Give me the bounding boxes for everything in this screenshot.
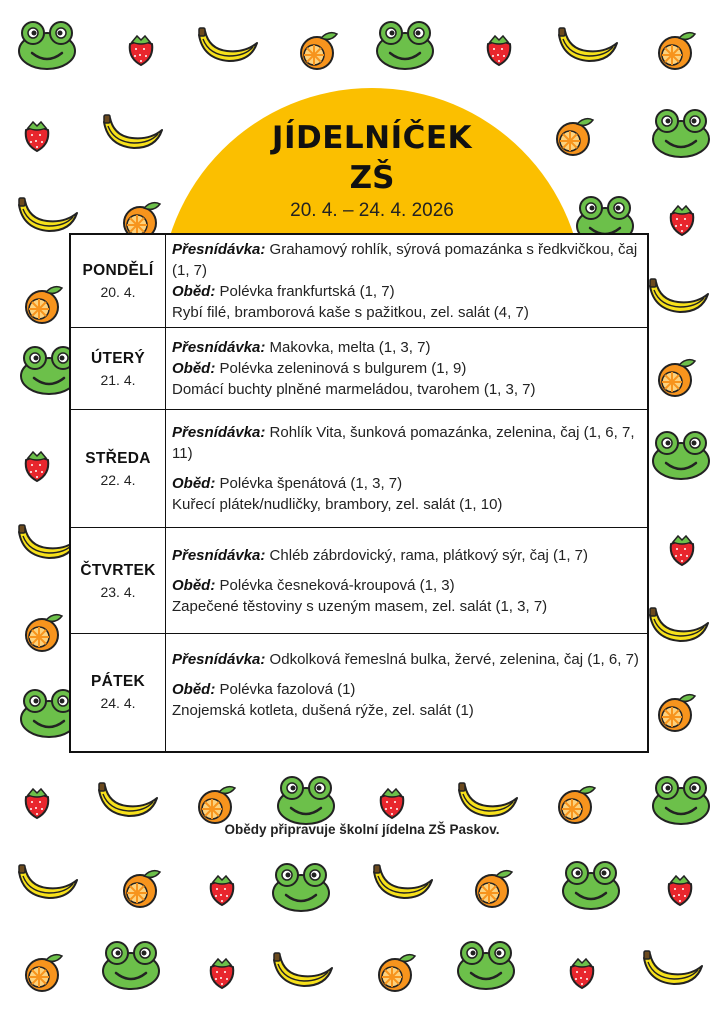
soup-text: Polévka zeleninová s bulgurem (1, 9)	[215, 360, 467, 377]
main-course: Znojemská kotleta, dušená rýže, zel. salát (1)	[172, 702, 474, 720]
meals-cell	[166, 410, 649, 528]
banana-icon	[270, 950, 336, 992]
frog-icon	[100, 940, 162, 990]
lunch-label: Oběd:	[172, 475, 216, 492]
strawberry-icon	[565, 955, 599, 991]
banana-icon	[646, 276, 712, 318]
lunch-label: Oběd:	[172, 576, 216, 594]
snack-line	[172, 337, 641, 358]
table-row	[70, 634, 648, 752]
menu-table	[69, 233, 649, 753]
banana-icon	[15, 862, 81, 904]
day-cell	[70, 410, 166, 528]
strawberry-icon	[20, 118, 54, 154]
banana-icon	[555, 25, 621, 67]
day-date: 24. 4.	[100, 695, 136, 712]
frog-icon	[650, 775, 712, 825]
strawberry-icon	[20, 785, 54, 821]
footer-note: Obědy připravuje školní jídelna ZŠ Paskov.	[224, 822, 500, 837]
frog-icon	[455, 940, 517, 990]
meals-cell	[166, 328, 649, 410]
strawberry-icon	[663, 872, 697, 908]
main-course: Domácí buchty plněné marmeládou, tvarohem (1, 3, 7)	[172, 381, 536, 398]
snack-text: Rohlík Vita, šunková pomazánka, zelenina, čaj (1, 6, 7, 11)	[172, 424, 635, 462]
orange-icon	[22, 610, 66, 654]
page-title: JÍDELNÍČEK	[271, 120, 473, 156]
day-cell	[70, 328, 166, 410]
soup-line	[172, 575, 641, 596]
orange-icon	[655, 690, 699, 734]
frog-icon	[650, 108, 712, 158]
day-name: PÁTEK	[90, 673, 146, 691]
main-course: Zapečené těstoviny s uzeným masem, zel. salát (1, 3, 7)	[172, 597, 548, 615]
banana-icon	[646, 605, 712, 647]
banana-icon	[455, 780, 521, 822]
spacer	[172, 721, 641, 735]
strawberry-icon	[205, 955, 239, 991]
page-subtitle: ZŠ	[349, 160, 395, 196]
date-range: 20. 4. – 24. 4. 2026	[290, 200, 454, 221]
meals-cell	[166, 528, 649, 634]
soup-text: Polévka špenátová (1, 3, 7)	[215, 475, 403, 492]
soup-line	[172, 281, 641, 302]
banana-icon	[15, 195, 81, 237]
orange-icon	[297, 28, 341, 72]
soup-text: Polévka fazolová (1)	[215, 681, 356, 699]
strawberry-icon	[375, 785, 409, 821]
orange-icon	[655, 28, 699, 72]
soup-text: Polévka česneková-kroupová (1, 3)	[215, 576, 455, 594]
main-course: Kuřecí plátek/nudličky, brambory, zel. salát (1, 10)	[172, 496, 503, 513]
soup-line	[172, 358, 641, 379]
strawberry-icon	[482, 32, 516, 68]
banana-icon	[100, 112, 166, 154]
day-name: STŘEDA	[85, 449, 151, 467]
strawberry-icon	[665, 202, 699, 238]
day-name: ÚTERÝ	[90, 349, 146, 367]
strawberry-icon	[665, 532, 699, 568]
soup-text: Polévka frankfurtská (1, 7)	[215, 283, 395, 300]
frog-icon	[16, 20, 78, 70]
day-date: 20. 4.	[100, 284, 136, 300]
day-date: 23. 4.	[100, 583, 136, 600]
frog-icon	[275, 775, 337, 825]
table-row	[70, 328, 648, 410]
frog-icon	[374, 20, 436, 70]
snack-label: Přesnídávka:	[172, 241, 266, 258]
snack-text: Chléb zábrdovický, rama, plátkový sýr, čaj (1, 7)	[265, 546, 589, 564]
snack-label: Přesnídávka:	[172, 651, 266, 669]
snack-text: Odkolková řemeslná bulka, žervé, zelenina, čaj (1, 6, 7)	[265, 651, 639, 669]
lunch-label: Oběd:	[172, 681, 216, 699]
snack-label: Přesnídávka:	[172, 424, 266, 441]
banana-icon	[195, 25, 261, 67]
snack-line	[172, 545, 641, 566]
snack-label: Přesnídávka:	[172, 546, 266, 564]
orange-icon	[22, 282, 66, 326]
snack-line	[172, 649, 641, 670]
orange-icon	[22, 950, 66, 994]
meals-cell	[166, 634, 649, 752]
lunch-label: Oběd:	[172, 360, 216, 377]
snack-text: Makovka, melta (1, 3, 7)	[265, 339, 431, 356]
frog-icon	[270, 862, 332, 912]
day-name: ČTVRTEK	[80, 561, 156, 579]
day-cell	[70, 528, 166, 634]
banana-icon	[370, 862, 436, 904]
frog-icon	[560, 860, 622, 910]
strawberry-icon	[205, 872, 239, 908]
strawberry-icon	[20, 448, 54, 484]
orange-icon	[120, 866, 164, 910]
table-row	[70, 410, 648, 528]
orange-icon	[195, 782, 239, 826]
snack-label: Přesnídávka:	[172, 339, 266, 356]
snack-line	[172, 422, 641, 464]
banana-icon	[95, 780, 161, 822]
orange-icon	[375, 950, 419, 994]
lunch-label: Oběd:	[172, 283, 216, 300]
meals-cell	[166, 234, 649, 328]
orange-icon	[655, 355, 699, 399]
day-cell	[70, 634, 166, 752]
soup-line	[172, 679, 641, 700]
orange-icon	[555, 782, 599, 826]
day-date: 22. 4.	[100, 471, 136, 488]
strawberry-icon	[124, 32, 158, 68]
main-course: Rybí filé, bramborová kaše s pažitkou, zel. salát (4, 7)	[172, 304, 529, 321]
table-row	[70, 234, 648, 328]
frog-icon	[650, 430, 712, 480]
soup-line	[172, 473, 641, 494]
day-date: 21. 4.	[100, 371, 136, 388]
day-cell	[70, 234, 166, 328]
table-row	[70, 528, 648, 634]
orange-icon	[472, 866, 516, 910]
day-name: PONDĚLÍ	[82, 262, 154, 279]
banana-icon	[640, 948, 706, 990]
snack-line	[172, 239, 641, 281]
snack-text: Grahamový rohlík, sýrová pomazánka s ředkvičkou, čaj (1, 7)	[172, 241, 638, 279]
